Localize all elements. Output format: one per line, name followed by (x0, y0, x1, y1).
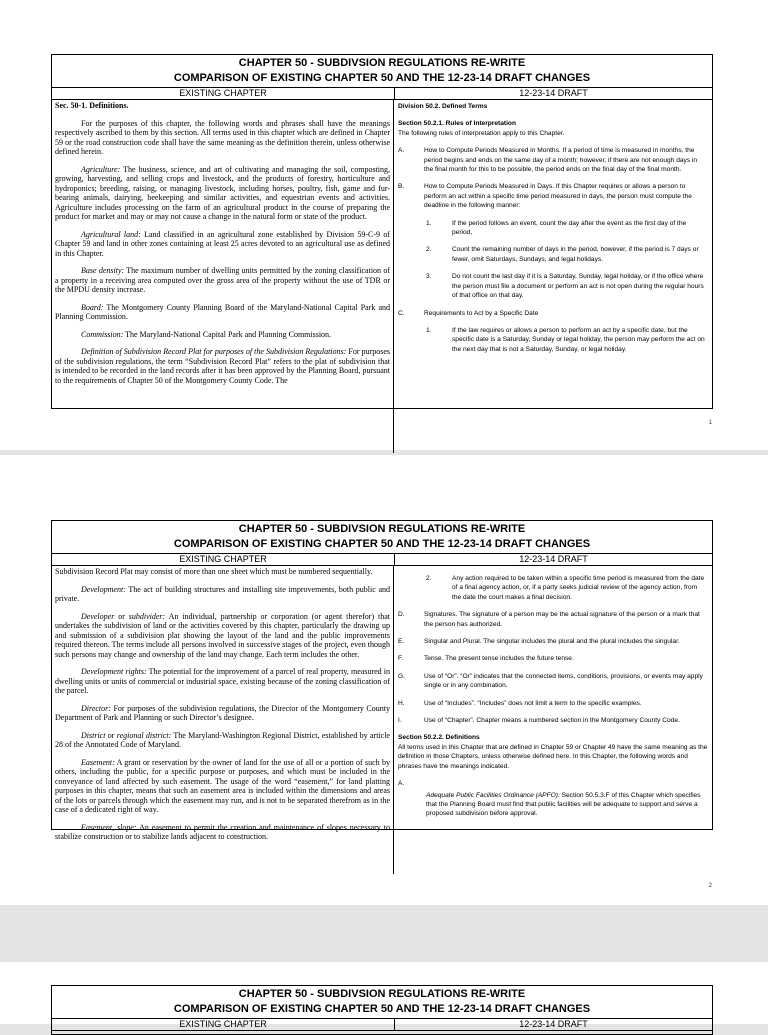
intro-paragraph: All terms used in this Chapter that are defined in Chapter 59 or Chapter 49 have the same meaning as the definition in those Chapters, unless otherwise defined here. In this Chapter, the following words and phrases have the meanings indicated. (398, 743, 708, 770)
sub-list-item: 1. If the period follows an event, count the day after the event as the first day of the period, (426, 219, 687, 237)
definition-paragraph: Agricultural land: Land classified in an agricultural zone established by Division 59-C-9 of Chapter 59 and land in other zones containing at least 25 acres devoted to an agricultural use as defined in this Chapter. (55, 229, 391, 258)
header-line-2: COMPARISON OF EXISTING CHAPTER 50 AND THE 12-23-14 DRAFT CHANGES (173, 1003, 591, 1015)
definition-paragraph: Development rights: The potential for the improvement of a parcel of real property, measured in dwelling units or units of commercial or industrial space, existing because of the zoning classification of the parcel. (55, 667, 390, 695)
intro-paragraph: The following rules of interpretation apply to this Chapter. (398, 129, 565, 137)
section-heading: Section 50.2.1. Rules of Interpretation (398, 120, 516, 128)
document-page-2 (0, 455, 768, 905)
comparison-table (51, 520, 713, 841)
column-header-draft: 12-23-14 DRAFT (519, 554, 588, 564)
page-number: 1 (708, 420, 712, 426)
definition-paragraph: Board: The Montgomery County Planning Board of the Maryland-National Capital Park and Planning Commission. (55, 302, 390, 321)
table-header-title (52, 986, 712, 1019)
list-item: C. Requirements to Act by a Specific Date (398, 309, 539, 317)
table-header-title (52, 55, 712, 88)
section-heading: Section 50.2.2. Definitions (398, 734, 480, 742)
column-headers (52, 88, 712, 100)
definition-paragraph: Developer or subdivider: An individual, partnership or corporation (or agent therefor) that undertakes the subdivision of land or the activities covered by this chapter, particularly the drawing up and submission of a subdivision plat showing the layout of the land and the public improvements required thereon. The terms include all persons involved in successive stages of the project, even though such persons may change and ownership of the land may change. Each term includes the other. (55, 611, 390, 659)
list-item: B. How to Compute Periods Measured in Days. If this Chapter requires or allows a person to perform an act within a specific time period measured in days, the person must compute the deadline in the following manner: (398, 183, 692, 210)
list-item: G. Use of “Or”. “Or” indicates that the connected items, conditions, provisions, or events may apply single or in any combination. (398, 672, 703, 690)
document-page-1 (0, 0, 768, 450)
definition-paragraph: Easement, slope: An easement to permit the creation and maintenance of slopes necessary to stabilize construction or to stabilize lands adjacent to construction. (55, 822, 390, 841)
continued-paragraph: Subdivision Record Plat may consist of more than one sheet which must be numbered sequentially. (55, 567, 373, 576)
sub-list-item: 2. Count the remaining number of days in the period, however, if the period is 7 days or fewer, omit Saturdays, Sundays, and legal holidays. (426, 246, 699, 263)
list-item: F. Tense. The present tense includes the future tense. (398, 655, 574, 663)
section-heading: Sec. 50-1. Definitions. (55, 101, 129, 110)
list-item: D. Signatures. The signature of a person may be the actual signature of the person or a mark that the person has authorized. (398, 611, 700, 628)
list-item: I. Use of “Chapter”. Chapter means a numbered section in the Montgomery County Code. (398, 717, 680, 725)
existing-chapter-column (52, 100, 394, 453)
table-body (52, 100, 712, 453)
column-headers (52, 554, 712, 566)
comparison-table (51, 985, 713, 1035)
definition-paragraph: Easement: A grant or reservation by the owner of land for the use of all or a portion of such by others, including the public, for a specific purpose or purposes, and which must be included in the conveyance of land affected by such easement. The usage of the word “easement,” for land platting purposes in this chapter, means that such an easement area is included within the dimensions and areas of the lots or parcels through which the easement may run, and is not to be separated therefrom as in the case of a dedicated right of way. (55, 757, 390, 814)
intro-paragraph: For the purposes of this chapter, the following words and phrases shall have the meanings respectively ascribed to them by this section. All terms used in this chapter which are defined in Chapter 59 or the road construction code shall have the same meaning as the definition therein, unless otherwise defined herein. (55, 118, 390, 156)
document-page-3 (0, 962, 768, 1029)
definition-paragraph: Definition of Subdivision Record Plat for purposes of the Subdivision Regulations: For purposes of the subdivision regulations, the term “Subdivision Record Plat” refers to the plat of subdivision that is intended to be recorded in the land records after it has been approved by the Planning Board, pursuant to the requirements of Chapter 50 of the Montgomery County Code. The (55, 347, 390, 385)
table-header-title (52, 521, 712, 554)
header-line-1: CHAPTER 50 - SUBDIVSION REGULATIONS RE-WRITE (238, 523, 526, 535)
definition-paragraph: Commission: The Maryland-National Capital Park and Planning Commission. (81, 329, 332, 339)
column-header-existing: EXISTING CHAPTER (52, 554, 395, 565)
definition-label: A. (398, 780, 405, 788)
sub-list-item: 1. If the law requires or allows a person to perform an act by a specific date, but the specific date is a Saturday, Sunday or legal holiday, the person may perform the act on the next day that is not a Saturday, Sunday, or legal holiday. (426, 326, 705, 353)
column-header-draft: 12-23-14 DRAFT (519, 88, 588, 98)
comparison-table (51, 54, 713, 409)
sub-list-item: 3. Do not count the last day if it is a Saturday, Sunday, legal holiday, or if the office where the person must file a document or perform an act is not open during the regular hours of that office on that day. (426, 273, 704, 300)
column-header-existing: EXISTING CHAPTER (52, 88, 395, 99)
column-header-draft: 12-23-14 DRAFT (519, 1019, 588, 1029)
header-line-2: COMPARISON OF EXISTING CHAPTER 50 AND THE 12-23-14 DRAFT CHANGES (173, 72, 591, 84)
list-item: H. Use of “Includes”. “Includes” does not limit a term to the specific examples. (398, 699, 642, 707)
definition-paragraph: Development: The act of building structures and installing site improvements, both public and private. (55, 584, 390, 603)
existing-chapter-column (52, 566, 394, 874)
definition-paragraph: Base density: The maximum number of dwelling units permitted by the zoning classification of a property in a receiving area computed over the gross area of the property without the use of TDR or the MPDU density increase. (55, 266, 390, 294)
definition-paragraph: Agriculture: The business, science, and art of cultivating and managing the soil, composting, growing, harvesting, and selling crops and livestock, and the products of forestry, horticulture and hydroponics; breeding, raising, or managing livestock, including horses, poultry, fish, game and fur-bearing animals, dairying, beekeeping and similar activities, and equestrian events and activities. Agriculture includes processing on the farm of an agricultural product in the course of preparing the product for market and may or may not cause a change in the natural form or state of the product. (55, 164, 390, 221)
header-line-1: CHAPTER 50 - SUBDIVSION REGULATIONS RE-WRITE (238, 57, 526, 69)
header-line-1: CHAPTER 50 - SUBDIVSION REGULATIONS RE-WRITE (238, 988, 526, 1000)
column-header-existing: EXISTING CHAPTER (52, 1019, 395, 1030)
header-line-2: COMPARISON OF EXISTING CHAPTER 50 AND THE 12-23-14 DRAFT CHANGES (173, 538, 591, 550)
column-headers (52, 1019, 712, 1031)
list-item: E. Singular and Plural. The singular includes the plural and the plural includes the singular. (398, 638, 680, 646)
division-heading: Division 50.2. Defined Terms (398, 103, 488, 110)
definition-paragraph: District or regional district: The Maryland-Washington Regional District, established by article 28 of the Annotated Code of Maryland. (55, 730, 390, 749)
draft-column (394, 100, 712, 453)
draft-column (394, 566, 712, 874)
sub-list-item: 2. Any action required to be taken within a specific time period is measured from the date of a final agency action, or, if a party seeks judicial review of the agency action, from the date the court makes a final decision. (426, 575, 705, 601)
definition-paragraph: Director: For purposes of the subdivision regulations, the Director of the Montgomery County Department of Park and Planning or such Director’s designee. (55, 703, 390, 722)
page-number: 2 (708, 883, 712, 889)
list-item: A. How to Compute Periods Measured in Months. If a period of time is measured in months, the period begins and ends on the same day of a month; however, if there are not enough days in the final month for this to be possible, the period ends on the final day of the final month. (398, 147, 698, 174)
table-body (52, 566, 712, 874)
definition-entry: Adequate Public Facilities Ordinance (APFO): Section 50.5.3.F of this Chapter which specifies that the Planning Board must find that public facilities will be adequate to support and serve a proposed subdivision before approval. (426, 791, 701, 818)
